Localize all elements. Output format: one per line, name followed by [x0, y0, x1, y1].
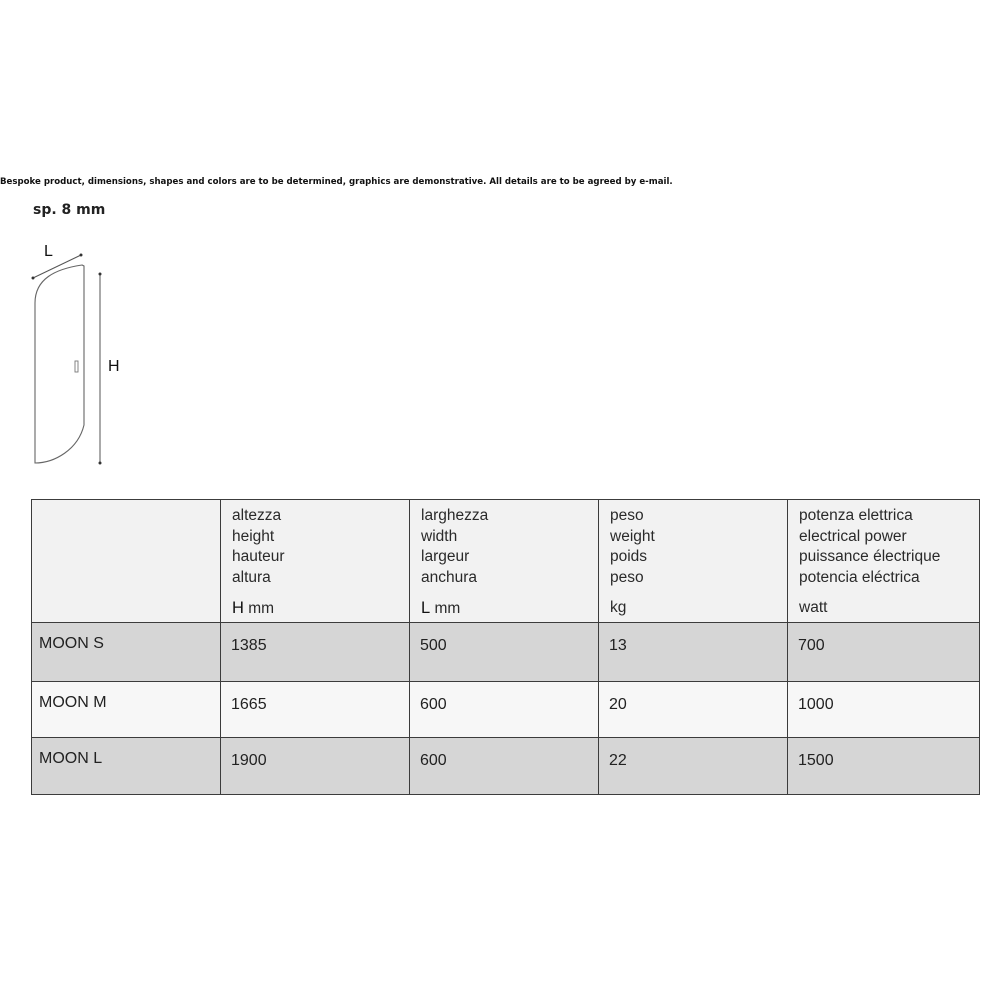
unit-text: watt — [799, 599, 828, 616]
model-name: MOON L — [32, 738, 221, 795]
unit-text: kg — [610, 599, 627, 616]
table-row — [32, 623, 980, 682]
header-line: altura — [232, 568, 271, 586]
height-value: 1900 — [221, 738, 410, 795]
header-width — [410, 500, 599, 623]
header-line: puissance électrique — [799, 548, 941, 565]
unit-symbol: H — [232, 599, 244, 617]
spec-table — [31, 499, 980, 795]
power-value: 700 — [788, 623, 980, 682]
header-line: hauteur — [232, 548, 285, 565]
header-unit — [610, 598, 787, 619]
power-value: 1000 — [788, 682, 980, 738]
header-unit — [232, 598, 409, 620]
model-name: MOON S — [32, 623, 221, 682]
header-line: peso — [610, 507, 644, 524]
width-value: 500 — [410, 623, 599, 682]
table-row — [32, 738, 980, 795]
header-line: poids — [610, 548, 648, 565]
unit-text: mm — [248, 600, 275, 617]
unit-symbol: L — [421, 599, 431, 617]
header-line: potenza elettrica — [799, 507, 913, 524]
header-line: altezza — [232, 507, 282, 524]
header-line: larghezza — [421, 507, 489, 524]
header-unit — [421, 598, 598, 620]
unit-text: mm — [434, 600, 461, 617]
header-power — [788, 500, 980, 623]
header-height — [221, 500, 410, 623]
width-value: 600 — [410, 738, 599, 795]
header-empty-cell — [32, 500, 221, 623]
height-value: 1665 — [221, 682, 410, 738]
weight-value: 22 — [599, 738, 788, 795]
header-weight — [599, 500, 788, 623]
model-name: MOON M — [32, 682, 221, 738]
header-line: electrical power — [799, 527, 907, 545]
header-line: width — [421, 527, 458, 545]
header-unit — [799, 598, 979, 619]
header-line: weight — [610, 527, 655, 545]
header-line: largeur — [421, 548, 470, 565]
height-dimension-label: H — [108, 358, 120, 375]
width-value: 600 — [410, 682, 599, 738]
table-row — [32, 682, 980, 738]
disclaimer-text: Bespoke product, dimensions, shapes and colors are to be determined, graphics are demonstrative. All details are to be agreed by e-mail. — [0, 177, 673, 187]
header-line: height — [232, 527, 275, 545]
height-value: 1385 — [221, 623, 410, 682]
header-line: anchura — [421, 568, 478, 586]
weight-value: 20 — [599, 682, 788, 738]
product-outline — [35, 265, 84, 463]
header-line: peso — [610, 568, 644, 586]
product-dimension-diagram — [20, 235, 140, 475]
power-value: 1500 — [788, 738, 980, 795]
weight-value: 13 — [599, 623, 788, 682]
width-dimension-label: L — [44, 243, 53, 260]
table-header-row — [32, 500, 980, 623]
switch-mark — [75, 361, 78, 372]
thickness-label: sp. 8 mm — [33, 202, 106, 218]
header-line: potencia eléctrica — [799, 568, 920, 586]
